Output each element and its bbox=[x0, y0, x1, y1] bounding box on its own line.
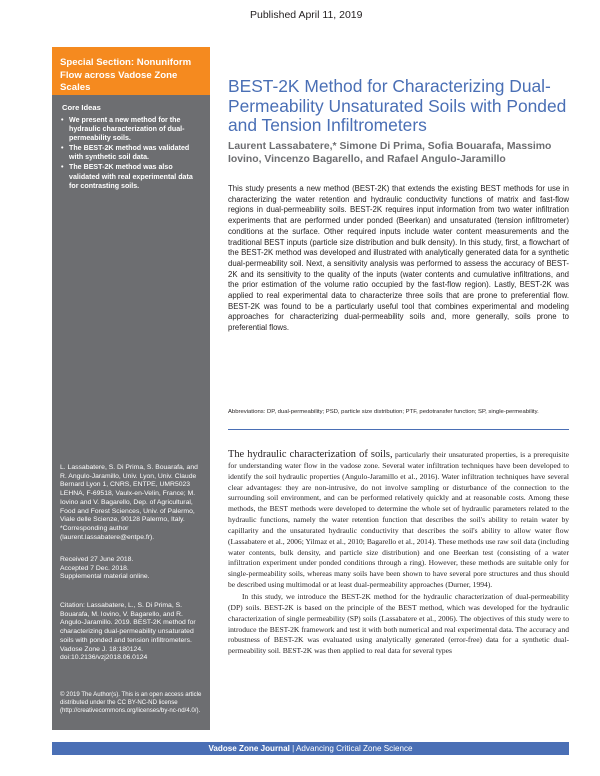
published-date: Published April 11, 2019 bbox=[250, 9, 363, 21]
received-date: Received 27 June 2018. bbox=[60, 556, 134, 563]
body-paragraph-text: particularly their unsaturated properties, is a prerequisite for understanding water flow in the vadose zone. Several water infiltration techniques have been developed to identify the soil hydraulic properties (Angulo-Jaramillo et al., 2016). Water infiltration techniques have several clear advantages: they are non-intrusive, do not involve sampling or disturbance of the connection to the surrounding soil environment, and can be performed relatively quickly and at reasonable costs. Among these methods, the BEST methods were developed to determine the whole set of hydraulic parameters related to the hydraulic functions, namely the water retention function that describes the soil's ability to retain water by capillarity and the unsaturated hydraulic conductivity that describes the soil's ability to allow water flow (Lassabatere et al., 2006; Yilmaz et al., 2010; Bagarello et al., 2014). These methods use raw soil data (including water contents, bulk density, and particle size distribution) and one Beerkan test (consisting of a water infiltration experiment under ponded conditions through a ring). However, these methods are suitable only for single-permeability soils, whereas many soils have been shown to have several pore structures and thus should be described using multimodal or at least dual-permeability approaches (Durner, 1994). bbox=[228, 450, 569, 590]
core-ideas-heading: Core Ideas bbox=[62, 103, 101, 112]
section-divider bbox=[228, 429, 569, 430]
submission-dates bbox=[60, 556, 204, 582]
body-lead-in: The hydraulic characterization of soils, bbox=[228, 449, 393, 460]
journal-tagline: Advancing Critical Zone Science bbox=[296, 744, 413, 753]
special-section-banner bbox=[52, 47, 210, 95]
citation: Citation: Lassabatere, L., S. Di Prima, S. Bouarafa, M. Iovino, V. Bagarello, and R. Angulo-Jaramillo. 2019. BEST-2K method for characterizing dual-permeability unsaturated soils with ponded and tension infiltrometers. Vadose Zone J. 18:180124. doi:10.2136/vzj2018.06.0124 bbox=[60, 602, 196, 662]
footer-separator: | bbox=[292, 744, 295, 753]
copyright-license: © 2019 The Author(s). This is an open access article distributed under the CC BY-NC-ND license (http://creativecommons.org/licenses/by-nc-nd/4.0/). bbox=[60, 691, 202, 714]
journal-footer bbox=[52, 742, 569, 755]
special-section-label: Special Section: Nonuniform Flow across Vadose Zone Scales bbox=[60, 57, 192, 93]
core-idea-item: • We present a new method for the hydraulic characterization of dual-permeability soils. bbox=[60, 116, 204, 143]
article-title: BEST-2K Method for Characterizing Dual-Permeability Unsaturated Soils with Ponded and Tension Infiltrometers bbox=[228, 76, 567, 135]
accepted-date: Accepted 7 Dec. 2018. bbox=[60, 564, 129, 572]
body-paragraph bbox=[228, 450, 569, 591]
journal-name: Vadose Zone Journal bbox=[208, 744, 290, 753]
article-authors: Laurent Lassabatere,* Simone Di Prima, Sofia Bouarafa, Massimo Iovino, Vincenzo Bagarello, and Rafael Angulo-Jaramillo bbox=[228, 141, 552, 166]
body-paragraph: In this study, we introduce the BEST-2K method for the hydraulic characterization of dual-permeability (DP) soils. BEST-2K is based on the principle of the BEST method, which was developed for the hydraulic characterization of single permeability (SP) soils (Lassabatere et al., 2006). The objectives of this study were to introduce the BEST-2K framework and test it with both numerical and real experimental data. The accuracy and robustness of BEST-2K was evaluated using analytically generated (error-free) data for a synthetic dual-permeability soil. BEST-2K was then applied to real data for several types bbox=[228, 591, 569, 656]
supplemental-note: Supplemental material online. bbox=[60, 573, 150, 580]
abbreviations: Abbreviations: DP, dual-permeability; PSD, particle size distribution; PTF, pedotransfer function; SP, single-permeability. bbox=[228, 409, 539, 415]
article-body bbox=[228, 450, 569, 657]
abstract: This study presents a new method (BEST-2K) that extends the existing BEST methods for use in characterizing the water retention and hydraulic conductivity functions of matrix and fast-flow regions in dual-permeability soils. BEST-2K requires input information from two water infiltration experiments that are performed under ponded (Beerkan) and unsaturated (tension infiltrometer) conditions at the surface. Other required inputs include water content measurements and the traditional BEST inputs (particle size distribution and bulk density). In this study, first, a flowchart of the BEST-2K method was developed and illustrated with analytically generated data for a synthetic dual-permeability soil. Next, a sensitivity analysis was performed to assess the accuracy of BEST-2K and its sensitivity to the quality of the inputs (water contents and cumulative infiltrations, and the prior estimation of the volume ratio occupied by the fast-flow region). Lastly, BEST-2K was applied to real experimental data to characterize three soils that are prone to preferential flow. BEST-2K was found to be a particularly useful tool that combines experimental and modeling approaches for characterizing dual-permeability soils and, more generally, soils prone to preferential flows. bbox=[228, 184, 569, 333]
author-affiliations: L. Lassabatere, S. Di Prima, S. Bouarafa, and R. Angulo-Jaramillo, Univ. Lyon, Univ. Claude Bernard Lyon 1, CNRS, ENTPE, UMR5023 LEHNA, F-69518, Vaulx-en-Velin, France; M. Iovino and V. Bagarello, Dep. of Agricultural, Food and Forest Sciences, Univ. of Palermo, Viale delle Scienze, 90128 Palermo, Italy. *Corresponding author (laurent.lassabatere@entpe.fr). bbox=[60, 464, 198, 541]
core-idea-item: • The BEST-2K method was also validated with real experimental data for contrasting soils. bbox=[60, 163, 204, 190]
core-idea-item: • The BEST-2K method was validated with synthetic soil data. bbox=[60, 144, 204, 162]
core-ideas-list bbox=[60, 116, 204, 192]
